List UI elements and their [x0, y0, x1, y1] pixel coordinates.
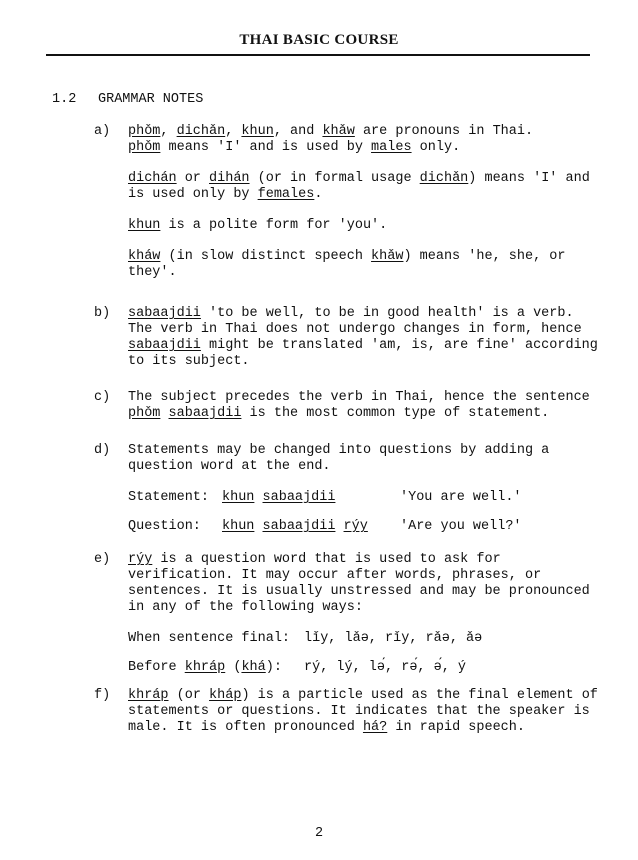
thai-word: khun: [222, 519, 255, 534]
thai-word: dichán: [128, 171, 177, 186]
text: only.: [411, 140, 461, 155]
paragraph: [128, 390, 598, 422]
note-label: f): [94, 688, 111, 703]
thai-word: há?: [362, 720, 388, 735]
header-rule: [46, 54, 590, 56]
thai-word: sabaajdii: [262, 490, 336, 505]
note-label: c): [94, 390, 111, 405]
pronunciation-forms: lǐy, lǎə, rǐy, rǎə, ǎə: [304, 631, 483, 646]
example-kind: Statement:: [128, 490, 210, 505]
paragraph: [128, 171, 598, 203]
text: Before: [128, 660, 185, 675]
example-row: [128, 519, 598, 535]
pronunciation-row: [128, 631, 598, 647]
text: in rapid speech.: [387, 720, 525, 735]
thai-word: khráp: [128, 688, 169, 703]
thai-word: khun: [128, 218, 161, 233]
thai-word: khá: [241, 660, 266, 675]
thai-word: khun: [241, 124, 274, 139]
paragraph: [128, 218, 598, 234]
example-kind: Question:: [128, 519, 201, 534]
note-label: a): [94, 124, 111, 139]
thai-word: dihán: [209, 171, 250, 186]
thai-word: phǒm: [128, 406, 161, 421]
emphasis-word: males: [371, 140, 412, 155]
paragraph: [128, 688, 598, 736]
thai-word: sabaajdii: [262, 519, 336, 534]
text: or: [176, 171, 210, 186]
text: ):: [265, 660, 282, 675]
thai-word: kháp: [209, 688, 242, 703]
section-heading: [52, 92, 203, 108]
thai-word: dichǎn: [176, 124, 226, 139]
thai-word: khun: [222, 490, 255, 505]
text: .: [314, 187, 323, 202]
paragraph: [128, 552, 598, 616]
text: (or: [168, 688, 210, 703]
text: means 'I' and is used by: [160, 140, 372, 155]
text: , and: [273, 124, 323, 139]
text: is the most common type of statement.: [241, 406, 550, 421]
paragraph: [128, 306, 598, 370]
text: might be translated 'am, is, are fine' according to its subject.: [128, 338, 598, 369]
text: (or in formal usage: [249, 171, 420, 186]
paragraph: Statements may be changed into questions by adding a question word at the end.: [128, 443, 550, 474]
note-label: b): [94, 306, 111, 321]
thai-word: sabaajdii: [128, 306, 201, 321]
text: ,: [225, 124, 242, 139]
text: is a polite form for 'you'.: [160, 218, 388, 233]
page-number: 2: [314, 826, 324, 841]
page-header: THAI BASIC COURSE: [239, 32, 399, 48]
text: (in slow distinct speech: [160, 249, 372, 264]
note-label: d): [94, 443, 111, 458]
text: [160, 406, 168, 421]
example-thai: [222, 519, 400, 535]
thai-word: dichǎn: [419, 171, 469, 186]
text: ) means 'he, she, or they'.: [128, 249, 566, 280]
emphasis-word: females: [257, 187, 315, 202]
pronunciation-forms: rý, lý, lə́, rə́, ə́, ý: [304, 660, 467, 675]
text: is a question word that is used to ask for verification. It may occur after words, phrases, or sentences. It is usually unstressed and may be pronounced in any of the following ways:: [128, 552, 590, 615]
text: are pronouns in Thai.: [354, 124, 534, 139]
pronunciation-row: [128, 660, 598, 676]
thai-word: khráp: [184, 660, 226, 675]
pronunciation-lead: When sentence final:: [128, 631, 291, 646]
text: ) is a particle used as the final element of statements or questions. It indicates that the speaker is male. It is often pronounced: [128, 688, 598, 735]
text: ,: [160, 124, 177, 139]
thai-word: rýy: [343, 519, 368, 534]
text: 'to be well, to be in good health' is a verb. The verb in Thai does not undergo changes in form, hence: [128, 306, 582, 337]
text: The subject precedes the verb in Thai, hence the sentence: [128, 390, 590, 405]
example-gloss: 'You are well.': [400, 490, 522, 505]
note-label: e): [94, 552, 111, 567]
example-thai: [222, 490, 400, 506]
example-gloss: 'Are you well?': [400, 519, 522, 534]
text: ) means 'I' and is used only by: [128, 171, 590, 202]
paragraph: [128, 124, 598, 156]
thai-word: phǒm: [128, 124, 161, 139]
thai-word: phǒm: [128, 140, 161, 155]
section-number: 1.2: [52, 92, 77, 107]
pronunciation-lead: [128, 660, 304, 676]
thai-word: khǎw: [322, 124, 355, 139]
thai-word: kháw: [128, 249, 161, 264]
section-title: GRAMMAR NOTES: [98, 92, 204, 107]
thai-word: khǎw: [371, 249, 404, 264]
thai-word: sabaajdii: [128, 338, 201, 353]
paragraph: [128, 249, 598, 281]
thai-word: rýy: [128, 552, 153, 567]
example-row: [128, 490, 598, 506]
text: (: [225, 660, 242, 675]
thai-word: sabaajdii: [168, 406, 242, 421]
